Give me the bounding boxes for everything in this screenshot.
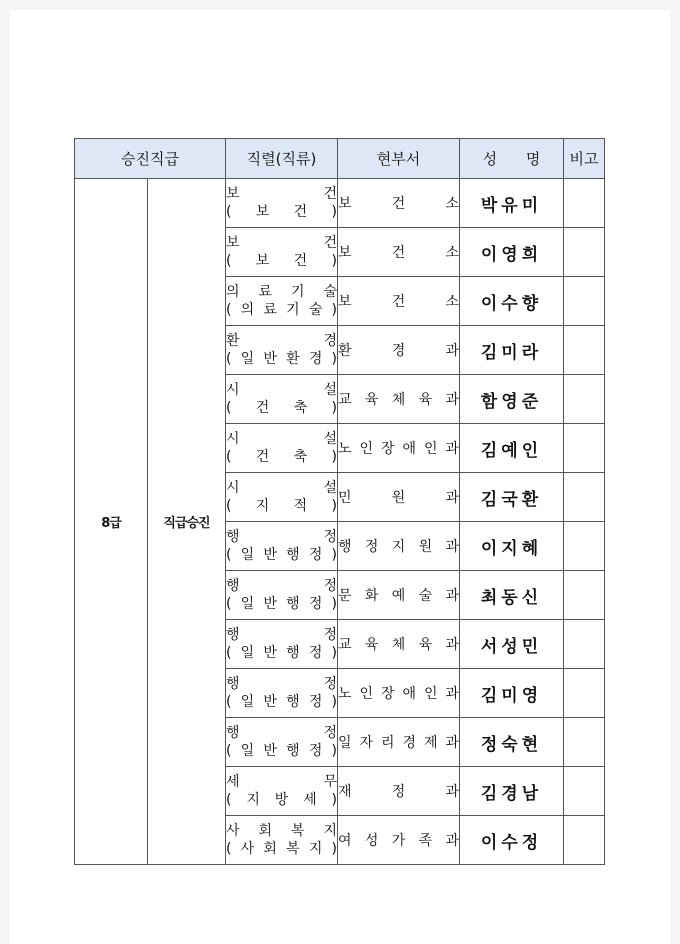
title-top: 의 료 기 술 — [226, 284, 337, 300]
name-cell: 서성민 — [460, 620, 564, 669]
title-top: 행 정 — [226, 725, 337, 741]
table-header-row — [75, 139, 605, 179]
department-text: 환 경 과 — [338, 343, 459, 359]
title-cell — [226, 620, 338, 669]
title-cell — [226, 473, 338, 522]
table-row — [75, 179, 605, 228]
department-text: 일 자 리 경 제 과 — [338, 735, 459, 751]
title-cell — [226, 718, 338, 767]
department-cell — [338, 326, 460, 375]
title-top: 환 경 — [226, 333, 337, 349]
title-bottom: ( 일 반 행 정 ) — [226, 743, 337, 759]
department-cell — [338, 522, 460, 571]
note-cell — [564, 522, 605, 571]
title-top: 행 정 — [226, 529, 337, 545]
title-bottom: ( 의 료 기 술 ) — [226, 302, 337, 318]
department-text: 행 정 지 원 과 — [338, 539, 459, 555]
name-cell: 이수향 — [460, 277, 564, 326]
note-cell — [564, 669, 605, 718]
department-cell — [338, 228, 460, 277]
title-cell — [226, 424, 338, 473]
department-text: 교 육 체 육 과 — [338, 637, 459, 653]
title-cell — [226, 375, 338, 424]
name-cell: 정숙현 — [460, 718, 564, 767]
document-page — [10, 10, 670, 944]
title-cell — [226, 277, 338, 326]
header-department: 현부서 — [338, 139, 460, 179]
department-cell — [338, 767, 460, 816]
header-name — [460, 139, 564, 179]
title-cell — [226, 767, 338, 816]
title-cell — [226, 816, 338, 865]
title-bottom: ( 일 반 행 정 ) — [226, 547, 337, 563]
title-bottom: ( 지 방 세 ) — [226, 792, 337, 808]
title-top: 세 무 — [226, 774, 337, 790]
title-bottom: ( 지 적 ) — [226, 498, 337, 514]
note-cell — [564, 179, 605, 228]
name-cell: 이지혜 — [460, 522, 564, 571]
department-text: 문 화 예 술 과 — [338, 588, 459, 604]
department-cell — [338, 179, 460, 228]
department-text: 노 인 장 애 인 과 — [338, 686, 459, 702]
note-cell — [564, 473, 605, 522]
promotion-roster-table — [74, 138, 605, 865]
title-bottom: ( 보 건 ) — [226, 204, 337, 220]
name-cell: 박유미 — [460, 179, 564, 228]
title-bottom: ( 일 반 행 정 ) — [226, 694, 337, 710]
title-top: 시 설 — [226, 431, 337, 447]
department-text: 재 정 과 — [338, 784, 459, 800]
title-cell — [226, 179, 338, 228]
note-cell — [564, 718, 605, 767]
title-bottom: ( 일 반 행 정 ) — [226, 596, 337, 612]
department-text: 보 건 소 — [338, 245, 459, 261]
title-top: 행 정 — [226, 578, 337, 594]
department-text: 민 원 과 — [338, 490, 459, 506]
title-bottom: ( 사 회 복 지 ) — [226, 841, 337, 857]
title-cell — [226, 571, 338, 620]
department-text: 보 건 소 — [338, 294, 459, 310]
header-note: 비고 — [564, 139, 605, 179]
note-cell — [564, 571, 605, 620]
title-bottom: ( 건 축 ) — [226, 400, 337, 416]
department-text: 교 육 체 육 과 — [338, 392, 459, 408]
title-bottom: ( 보 건 ) — [226, 253, 337, 269]
promotion-type-cell: 직급승진 — [148, 179, 226, 865]
name-cell: 김미라 — [460, 326, 564, 375]
department-cell — [338, 669, 460, 718]
department-cell — [338, 375, 460, 424]
name-cell: 이영희 — [460, 228, 564, 277]
name-cell: 김경남 — [460, 767, 564, 816]
name-cell: 김미영 — [460, 669, 564, 718]
department-cell — [338, 473, 460, 522]
table-body — [75, 179, 605, 865]
grade-cell: 8급 — [75, 179, 148, 865]
name-cell: 함영준 — [460, 375, 564, 424]
title-top: 시 설 — [226, 382, 337, 398]
department-text: 보 건 소 — [338, 196, 459, 212]
note-cell — [564, 228, 605, 277]
department-cell — [338, 620, 460, 669]
title-top: 시 설 — [226, 480, 337, 496]
title-cell — [226, 522, 338, 571]
title-cell — [226, 669, 338, 718]
title-top: 보 건 — [226, 186, 337, 202]
name-cell: 이수정 — [460, 816, 564, 865]
title-cell — [226, 326, 338, 375]
title-cell — [226, 228, 338, 277]
note-cell — [564, 767, 605, 816]
department-cell — [338, 816, 460, 865]
note-cell — [564, 375, 605, 424]
title-bottom: ( 건 축 ) — [226, 449, 337, 465]
title-bottom: ( 일 반 행 정 ) — [226, 645, 337, 661]
note-cell — [564, 424, 605, 473]
name-cell: 김국환 — [460, 473, 564, 522]
title-top: 행 정 — [226, 627, 337, 643]
department-cell — [338, 277, 460, 326]
department-cell — [338, 571, 460, 620]
name-cell: 최동신 — [460, 571, 564, 620]
title-top: 사 회 복 지 — [226, 823, 337, 839]
department-cell — [338, 424, 460, 473]
title-bottom: ( 일 반 환 경 ) — [226, 351, 337, 367]
note-cell — [564, 326, 605, 375]
title-top: 보 건 — [226, 235, 337, 251]
note-cell — [564, 277, 605, 326]
title-top: 행 정 — [226, 676, 337, 692]
department-text: 노 인 장 애 인 과 — [338, 441, 459, 457]
department-text: 여 성 가 족 과 — [338, 833, 459, 849]
header-name-text: 성 명 — [482, 150, 553, 168]
header-grade: 승진직급 — [75, 139, 226, 179]
department-cell — [338, 718, 460, 767]
note-cell — [564, 620, 605, 669]
name-cell: 김예인 — [460, 424, 564, 473]
note-cell — [564, 816, 605, 865]
header-title: 직렬(직류) — [226, 139, 338, 179]
